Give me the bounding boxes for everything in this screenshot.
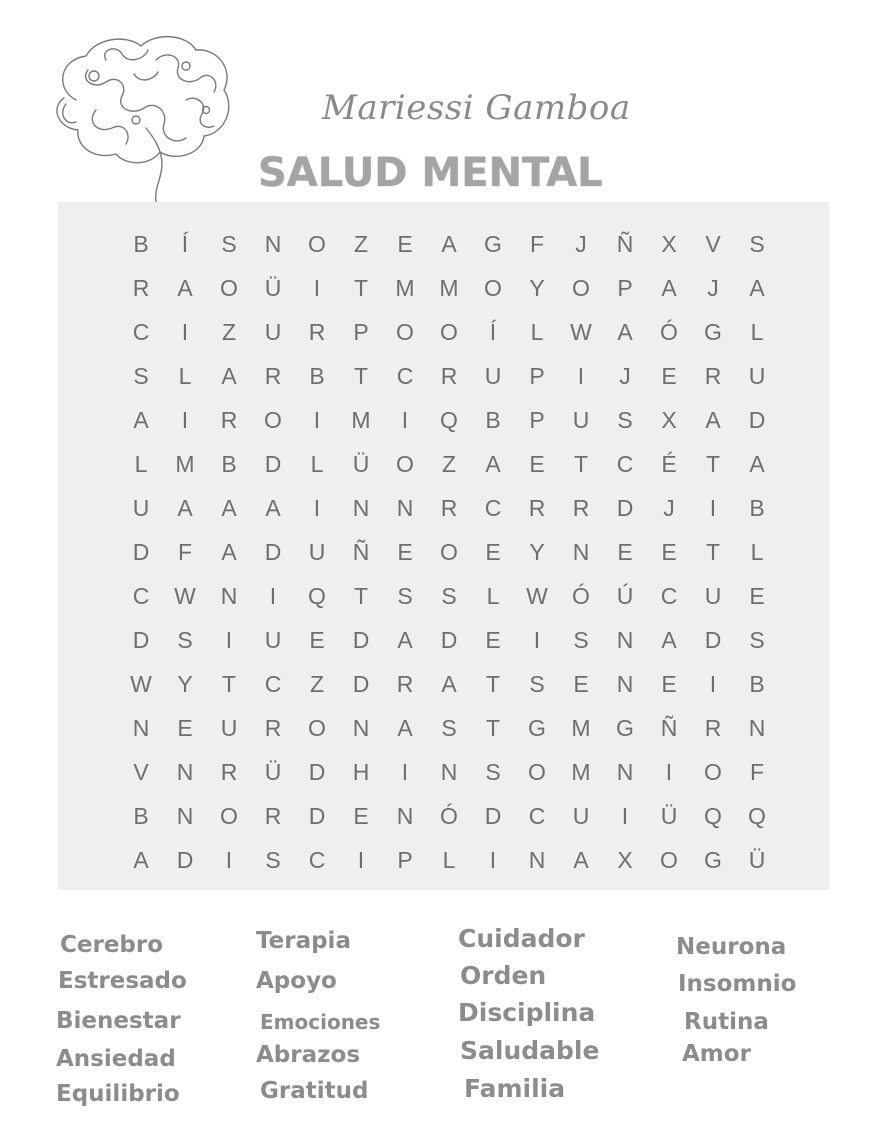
- grid-cell[interactable]: I: [401, 407, 409, 433]
- grid-cell[interactable]: N: [176, 759, 194, 785]
- grid-cell[interactable]: N: [616, 671, 634, 697]
- grid-cell[interactable]: B: [133, 231, 149, 257]
- grid-cell[interactable]: R: [132, 275, 150, 301]
- grid-cell[interactable]: B: [749, 671, 765, 697]
- grid-cell[interactable]: B: [221, 451, 237, 477]
- grid-cell[interactable]: I: [269, 583, 277, 609]
- grid-cell[interactable]: T: [221, 671, 237, 697]
- word-item: Ansiedad: [56, 1046, 176, 1072]
- grid-cell[interactable]: M: [571, 715, 591, 741]
- grid-row: [119, 222, 779, 266]
- grid-cell[interactable]: A: [221, 363, 237, 389]
- grid-row: [119, 618, 779, 662]
- grid-cell[interactable]: C: [660, 583, 678, 609]
- grid-cell[interactable]: Z: [221, 319, 237, 345]
- grid-cell[interactable]: Ü: [748, 847, 766, 873]
- word-item: Equilibrio: [56, 1081, 180, 1107]
- grid-cell[interactable]: Ü: [660, 803, 678, 829]
- grid-cell[interactable]: U: [572, 803, 590, 829]
- grid-cell[interactable]: É: [661, 451, 677, 477]
- grid-cell[interactable]: U: [308, 539, 326, 565]
- grid-cell[interactable]: L: [486, 583, 500, 609]
- grid-cell[interactable]: T: [705, 451, 721, 477]
- grid-cell[interactable]: S: [749, 231, 765, 257]
- grid-cell[interactable]: Ü: [264, 759, 282, 785]
- word-item: Cerebro: [60, 932, 164, 958]
- grid-cell[interactable]: F: [529, 231, 545, 257]
- grid-cell[interactable]: M: [395, 275, 415, 301]
- grid-cell[interactable]: Y: [177, 671, 193, 697]
- grid-cell[interactable]: T: [573, 451, 589, 477]
- grid-cell[interactable]: E: [573, 671, 589, 697]
- grid-cell[interactable]: V: [705, 231, 721, 257]
- grid-cell[interactable]: U: [748, 363, 766, 389]
- grid-cell[interactable]: R: [308, 319, 326, 345]
- grid-cell[interactable]: Q: [440, 407, 458, 433]
- grid-row: [119, 794, 779, 838]
- grid-cell[interactable]: Q: [748, 803, 766, 829]
- grid-cell[interactable]: S: [441, 583, 457, 609]
- grid-cell[interactable]: N: [396, 803, 414, 829]
- grid-cell[interactable]: R: [264, 363, 282, 389]
- grid-cell[interactable]: B: [309, 363, 325, 389]
- grid-cell[interactable]: T: [353, 275, 369, 301]
- grid-cell[interactable]: A: [441, 231, 457, 257]
- grid-cell[interactable]: J: [663, 495, 675, 521]
- grid-cell[interactable]: Ñ: [660, 715, 678, 741]
- grid-cell[interactable]: X: [661, 231, 677, 257]
- grid-cell[interactable]: R: [528, 495, 546, 521]
- grid-cell[interactable]: O: [220, 803, 238, 829]
- letter-grid: [119, 222, 779, 882]
- grid-cell[interactable]: M: [439, 275, 459, 301]
- grid-cell[interactable]: E: [661, 671, 677, 697]
- grid-cell[interactable]: L: [750, 539, 764, 565]
- grid-cell[interactable]: V: [133, 759, 149, 785]
- grid-cell[interactable]: I: [181, 407, 189, 433]
- grid-cell[interactable]: O: [220, 275, 238, 301]
- grid-cell[interactable]: Ó: [572, 583, 590, 609]
- grid-cell[interactable]: I: [401, 759, 409, 785]
- grid-cell[interactable]: A: [177, 495, 193, 521]
- grid-cell[interactable]: A: [265, 495, 281, 521]
- grid-cell[interactable]: D: [264, 539, 282, 565]
- grid-cell[interactable]: I: [313, 275, 321, 301]
- grid-cell[interactable]: N: [352, 495, 370, 521]
- grid-cell[interactable]: E: [661, 363, 677, 389]
- grid-cell[interactable]: O: [660, 847, 678, 873]
- grid-cell[interactable]: D: [616, 495, 634, 521]
- grid-cell[interactable]: E: [309, 627, 325, 653]
- grid-cell[interactable]: U: [264, 319, 282, 345]
- grid-cell[interactable]: O: [484, 275, 502, 301]
- brain-icon: [36, 30, 236, 205]
- grid-cell[interactable]: C: [132, 319, 150, 345]
- grid-cell[interactable]: I: [533, 627, 541, 653]
- grid-cell[interactable]: C: [528, 803, 546, 829]
- grid-cell[interactable]: I: [577, 363, 585, 389]
- grid-cell[interactable]: I: [621, 803, 629, 829]
- grid-cell[interactable]: A: [661, 627, 677, 653]
- grid-cell[interactable]: Y: [529, 539, 545, 565]
- grid-cell[interactable]: Í: [489, 319, 497, 345]
- grid-cell[interactable]: R: [396, 671, 414, 697]
- word-item: Orden: [460, 961, 547, 990]
- grid-cell[interactable]: O: [528, 759, 546, 785]
- grid-cell[interactable]: S: [397, 583, 413, 609]
- grid-row: [119, 354, 779, 398]
- grid-cell[interactable]: A: [749, 451, 765, 477]
- grid-cell[interactable]: D: [484, 803, 502, 829]
- word-item: Insomnio: [678, 971, 797, 997]
- grid-cell[interactable]: U: [132, 495, 150, 521]
- word-item: Terapia: [256, 928, 351, 954]
- grid-cell[interactable]: A: [221, 539, 237, 565]
- grid-cell[interactable]: I: [181, 319, 189, 345]
- grid-cell[interactable]: C: [484, 495, 502, 521]
- grid-cell[interactable]: X: [617, 847, 633, 873]
- grid-cell[interactable]: X: [661, 407, 677, 433]
- grid-cell[interactable]: O: [396, 451, 414, 477]
- grid-cell[interactable]: T: [485, 671, 501, 697]
- word-item: Abrazos: [256, 1042, 361, 1068]
- grid-row: [119, 486, 779, 530]
- author-signature: Mariessi Gamboa: [322, 88, 631, 128]
- grid-cell[interactable]: Ú: [616, 583, 634, 609]
- grid-cell[interactable]: R: [264, 715, 282, 741]
- word-item: Rutina: [684, 1009, 769, 1035]
- grid-cell[interactable]: G: [528, 715, 546, 741]
- grid-cell[interactable]: L: [750, 319, 764, 345]
- grid-cell[interactable]: N: [220, 583, 238, 609]
- word-item: Estresado: [58, 968, 187, 994]
- grid-cell[interactable]: C: [264, 671, 282, 697]
- grid-cell[interactable]: N: [440, 759, 458, 785]
- grid-cell[interactable]: I: [489, 847, 497, 873]
- grid-cell[interactable]: W: [526, 583, 548, 609]
- grid-cell[interactable]: O: [396, 319, 414, 345]
- word-item: Gratitud: [260, 1078, 369, 1104]
- grid-cell[interactable]: Ü: [264, 275, 282, 301]
- grid-cell[interactable]: N: [132, 715, 150, 741]
- grid-cell[interactable]: G: [704, 847, 722, 873]
- grid-row: [119, 750, 779, 794]
- grid-cell[interactable]: E: [397, 539, 413, 565]
- grid-cell[interactable]: Q: [704, 803, 722, 829]
- grid-cell[interactable]: G: [484, 231, 502, 257]
- grid-cell[interactable]: E: [617, 539, 633, 565]
- grid-cell[interactable]: E: [397, 231, 413, 257]
- grid-cell[interactable]: A: [221, 495, 237, 521]
- grid-cell[interactable]: Ñ: [616, 231, 634, 257]
- grid-cell[interactable]: S: [573, 627, 589, 653]
- grid-cell[interactable]: E: [749, 583, 765, 609]
- grid-cell[interactable]: F: [177, 539, 193, 565]
- grid-cell[interactable]: Z: [309, 671, 325, 697]
- grid-cell[interactable]: B: [749, 495, 765, 521]
- grid-cell[interactable]: C: [616, 451, 634, 477]
- grid-cell[interactable]: D: [352, 671, 370, 697]
- grid-cell[interactable]: U: [704, 583, 722, 609]
- grid-cell[interactable]: U: [484, 363, 502, 389]
- grid-cell[interactable]: I: [709, 671, 717, 697]
- grid-cell[interactable]: O: [440, 539, 458, 565]
- grid-cell[interactable]: N: [352, 715, 370, 741]
- grid-cell[interactable]: D: [352, 627, 370, 653]
- grid-cell[interactable]: E: [485, 539, 501, 565]
- grid-cell[interactable]: A: [133, 847, 149, 873]
- grid-row: [119, 574, 779, 618]
- grid-row: [119, 442, 779, 486]
- grid-cell[interactable]: A: [705, 407, 721, 433]
- grid-cell[interactable]: L: [310, 451, 324, 477]
- grid-cell[interactable]: Í: [181, 231, 189, 257]
- grid-cell[interactable]: R: [704, 363, 722, 389]
- grid-cell[interactable]: M: [175, 451, 195, 477]
- grid-cell[interactable]: P: [529, 363, 545, 389]
- grid-cell[interactable]: S: [485, 759, 501, 785]
- grid-cell[interactable]: Y: [529, 275, 545, 301]
- grid-cell[interactable]: A: [749, 275, 765, 301]
- grid-cell[interactable]: D: [308, 803, 326, 829]
- grid-row: [119, 310, 779, 354]
- grid-cell[interactable]: I: [225, 847, 233, 873]
- grid-cell[interactable]: E: [485, 627, 501, 653]
- grid-cell[interactable]: C: [396, 363, 414, 389]
- grid-cell[interactable]: I: [709, 495, 717, 521]
- grid-cell[interactable]: S: [133, 363, 149, 389]
- grid-cell[interactable]: B: [485, 407, 501, 433]
- grid-cell[interactable]: U: [220, 715, 238, 741]
- grid-cell[interactable]: A: [397, 715, 413, 741]
- grid-cell[interactable]: I: [357, 847, 365, 873]
- grid-cell[interactable]: Ó: [660, 319, 678, 345]
- grid-cell[interactable]: N: [748, 715, 766, 741]
- grid-row: [119, 838, 779, 882]
- grid-cell[interactable]: Ñ: [352, 539, 370, 565]
- word-item: Emociones: [260, 1010, 381, 1034]
- grid-cell[interactable]: M: [571, 759, 591, 785]
- word-item: Familia: [464, 1074, 566, 1103]
- grid-cell[interactable]: I: [665, 759, 673, 785]
- grid-cell[interactable]: T: [485, 715, 501, 741]
- grid-cell[interactable]: N: [396, 495, 414, 521]
- grid-row: [119, 662, 779, 706]
- grid-cell[interactable]: U: [264, 627, 282, 653]
- grid-cell[interactable]: I: [225, 627, 233, 653]
- grid-cell[interactable]: Z: [441, 451, 457, 477]
- grid-cell[interactable]: F: [749, 759, 765, 785]
- page-title: SALUD MENTAL: [258, 150, 603, 196]
- word-item: Neurona: [676, 934, 787, 960]
- grid-cell[interactable]: W: [130, 671, 152, 697]
- grid-cell[interactable]: N: [264, 231, 282, 257]
- grid-cell[interactable]: N: [528, 847, 546, 873]
- grid-cell[interactable]: A: [485, 451, 501, 477]
- grid-cell[interactable]: T: [705, 539, 721, 565]
- grid-cell[interactable]: E: [529, 451, 545, 477]
- grid-cell[interactable]: E: [177, 715, 193, 741]
- grid-cell[interactable]: A: [133, 407, 149, 433]
- word-item: Cuidador: [458, 924, 585, 953]
- grid-cell[interactable]: D: [264, 451, 282, 477]
- grid-row: [119, 398, 779, 442]
- grid-cell[interactable]: J: [707, 275, 719, 301]
- grid-cell[interactable]: D: [308, 759, 326, 785]
- grid-cell[interactable]: Ó: [440, 803, 458, 829]
- grid-row: [119, 706, 779, 750]
- grid-cell[interactable]: O: [308, 231, 326, 257]
- grid-cell[interactable]: N: [572, 539, 590, 565]
- word-item: Disciplina: [458, 998, 596, 1027]
- grid-cell[interactable]: C: [132, 583, 150, 609]
- grid-row: [119, 266, 779, 310]
- grid-cell[interactable]: L: [442, 847, 456, 873]
- grid-cell[interactable]: R: [572, 495, 590, 521]
- grid-cell[interactable]: S: [177, 627, 193, 653]
- grid-cell[interactable]: O: [264, 407, 282, 433]
- grid-cell[interactable]: O: [308, 715, 326, 741]
- grid-cell[interactable]: U: [572, 407, 590, 433]
- grid-cell[interactable]: P: [529, 407, 545, 433]
- grid-cell[interactable]: W: [174, 583, 196, 609]
- grid-cell[interactable]: P: [353, 319, 369, 345]
- grid-cell[interactable]: D: [132, 627, 150, 653]
- grid-cell[interactable]: D: [704, 627, 722, 653]
- grid-cell[interactable]: E: [661, 539, 677, 565]
- grid-cell[interactable]: L: [530, 319, 544, 345]
- grid-cell[interactable]: W: [570, 319, 592, 345]
- grid-cell[interactable]: Z: [353, 231, 369, 257]
- grid-cell[interactable]: R: [440, 495, 458, 521]
- grid-cell[interactable]: A: [617, 319, 633, 345]
- grid-cell[interactable]: P: [397, 847, 413, 873]
- grid-cell[interactable]: L: [134, 451, 148, 477]
- grid-cell[interactable]: S: [529, 671, 545, 697]
- grid-cell[interactable]: O: [572, 275, 590, 301]
- grid-cell[interactable]: S: [617, 407, 633, 433]
- grid-cell[interactable]: S: [749, 627, 765, 653]
- grid-cell[interactable]: A: [661, 275, 677, 301]
- grid-cell[interactable]: A: [573, 847, 589, 873]
- grid-cell[interactable]: N: [176, 803, 194, 829]
- grid-cell[interactable]: R: [704, 715, 722, 741]
- grid-cell[interactable]: L: [178, 363, 192, 389]
- grid-cell[interactable]: D: [440, 627, 458, 653]
- grid-cell[interactable]: D: [132, 539, 150, 565]
- grid-cell[interactable]: A: [177, 275, 193, 301]
- grid-cell[interactable]: C: [308, 847, 326, 873]
- grid-row: [119, 530, 779, 574]
- grid-cell[interactable]: J: [619, 363, 631, 389]
- grid-cell[interactable]: B: [133, 803, 149, 829]
- grid-cell[interactable]: A: [397, 627, 413, 653]
- word-item: Amor: [682, 1041, 751, 1067]
- grid-cell[interactable]: G: [704, 319, 722, 345]
- grid-cell[interactable]: T: [353, 363, 369, 389]
- grid-cell[interactable]: M: [351, 407, 371, 433]
- grid-cell[interactable]: O: [440, 319, 458, 345]
- word-item: Saludable: [460, 1036, 600, 1065]
- grid-cell[interactable]: E: [353, 803, 369, 829]
- grid-cell[interactable]: S: [441, 715, 457, 741]
- grid-cell[interactable]: S: [265, 847, 281, 873]
- grid-cell[interactable]: Q: [308, 583, 326, 609]
- grid-cell[interactable]: S: [221, 231, 237, 257]
- grid-cell[interactable]: H: [352, 759, 370, 785]
- grid-cell[interactable]: P: [617, 275, 633, 301]
- grid-cell[interactable]: R: [220, 407, 238, 433]
- grid-cell[interactable]: R: [264, 803, 282, 829]
- grid-cell[interactable]: I: [313, 495, 321, 521]
- grid-cell[interactable]: J: [575, 231, 587, 257]
- grid-cell[interactable]: O: [704, 759, 722, 785]
- grid-cell[interactable]: T: [353, 583, 369, 609]
- grid-cell[interactable]: N: [616, 759, 634, 785]
- grid-cell[interactable]: R: [220, 759, 238, 785]
- grid-cell[interactable]: R: [440, 363, 458, 389]
- grid-cell[interactable]: G: [616, 715, 634, 741]
- grid-cell[interactable]: A: [441, 671, 457, 697]
- word-item: Bienestar: [56, 1008, 181, 1034]
- word-item: Apoyo: [256, 968, 337, 994]
- grid-cell[interactable]: I: [313, 407, 321, 433]
- grid-cell[interactable]: D: [176, 847, 194, 873]
- grid-cell[interactable]: N: [616, 627, 634, 653]
- grid-cell[interactable]: Ü: [352, 451, 370, 477]
- grid-cell[interactable]: D: [748, 407, 766, 433]
